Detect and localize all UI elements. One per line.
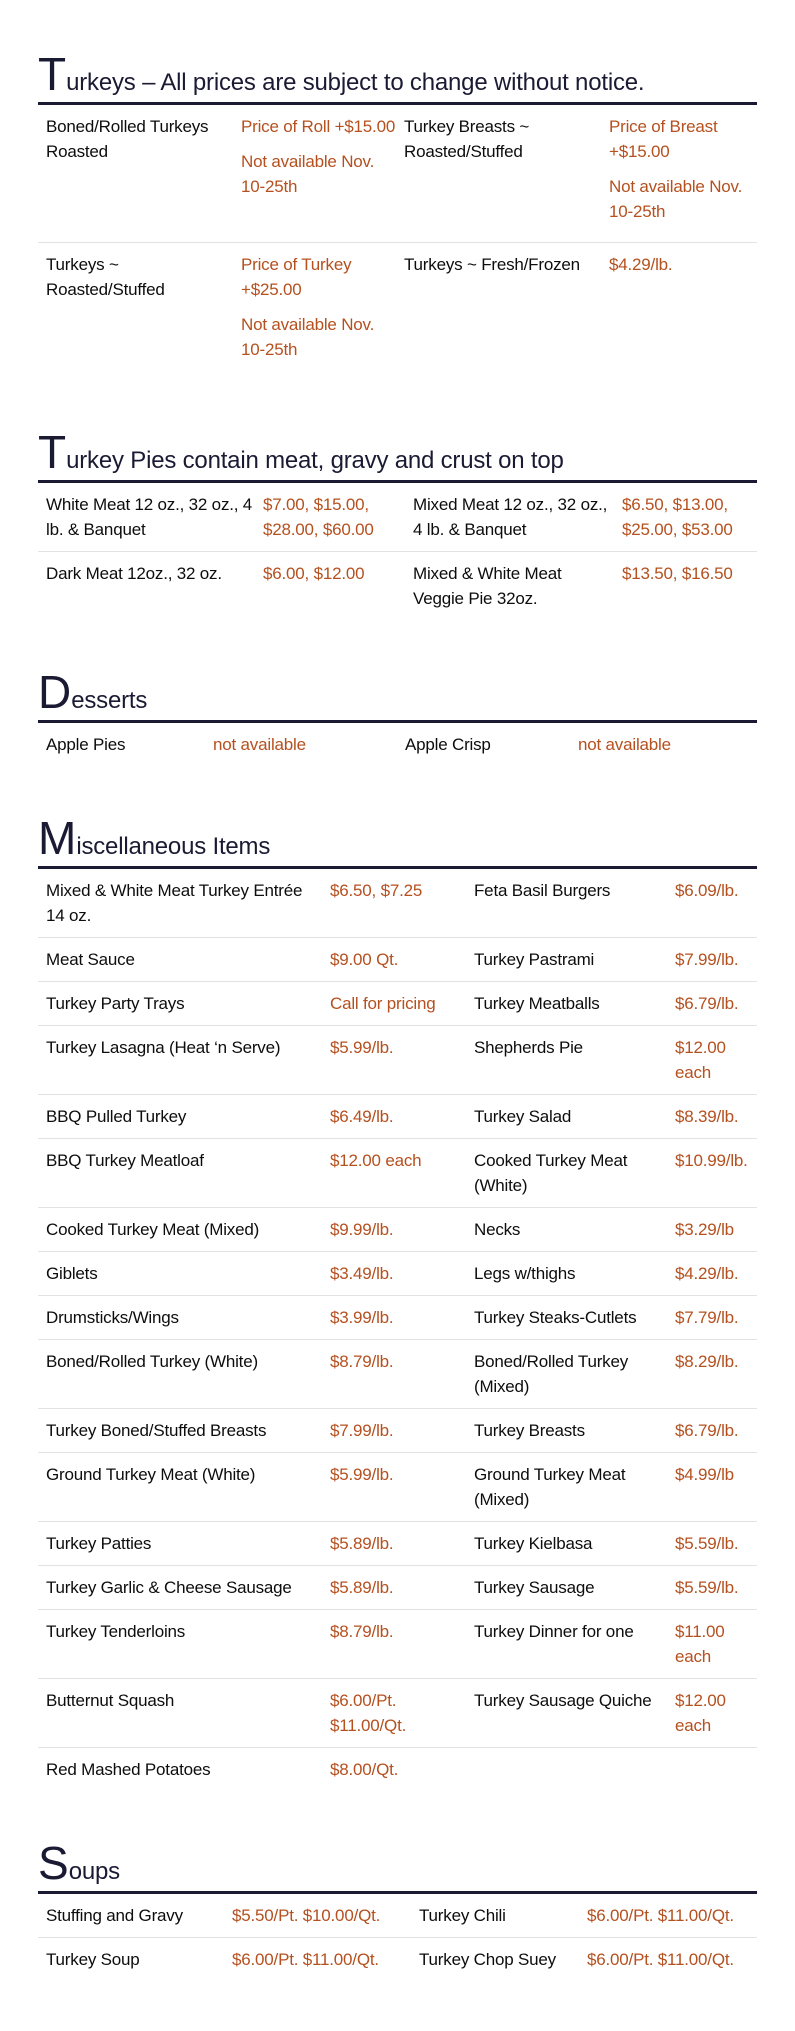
price-text: $8.00/Qt. [330, 1760, 399, 1779]
section-title [38, 1837, 120, 1889]
item-name [405, 483, 614, 552]
item-price [667, 1679, 757, 1748]
table-row [38, 483, 757, 552]
price-text: not available [213, 735, 306, 754]
price-text: $6.09/lb. [675, 881, 739, 900]
item-name [38, 982, 322, 1026]
item-name [38, 938, 322, 982]
item-name [466, 938, 667, 982]
item-name [397, 723, 570, 766]
price-text: $11.00 each [675, 1622, 725, 1666]
item-name [396, 105, 601, 243]
name-text: Turkey Sausage Quiche [474, 1691, 652, 1710]
price-text: $12.00 each [675, 1691, 726, 1735]
name-text: Mixed & White Meat Turkey Entrée 14 oz. [46, 881, 303, 925]
table-row [38, 1748, 757, 1792]
price-text: Price of Breast +$15.00 [609, 117, 718, 161]
item-price [224, 1938, 411, 1982]
price-text: $4.99/lb [675, 1465, 734, 1484]
section-heading [38, 48, 757, 105]
item-name [466, 1095, 667, 1139]
name-text: Turkey Chili [419, 1906, 506, 1925]
item-name [38, 1938, 224, 1982]
item-price [322, 1748, 466, 1792]
title-initial: T [38, 48, 67, 100]
name-text: Feta Basil Burgers [474, 881, 611, 900]
name-text: BBQ Pulled Turkey [46, 1107, 187, 1126]
name-text: Butternut Squash [46, 1691, 175, 1710]
name-text: Ground Turkey Meat (Mixed) [474, 1465, 626, 1509]
item-name [466, 1208, 667, 1252]
name-text: Turkey Garlic & Cheese Sausage [46, 1578, 292, 1597]
item-name [38, 1340, 322, 1409]
item-price [322, 1252, 466, 1296]
item-price [255, 552, 405, 621]
item-name [466, 1610, 667, 1679]
item-price [667, 1340, 757, 1409]
name-text: Boned/Rolled Turkey (Mixed) [474, 1352, 629, 1396]
item-price [667, 982, 757, 1026]
table-row [38, 982, 757, 1026]
price-text: $7.79/lb. [675, 1308, 739, 1327]
price-text: $6.50, $13.00, $25.00, $53.00 [622, 495, 733, 539]
price-text: $3.99/lb. [330, 1308, 394, 1327]
price-text: $4.29/lb. [609, 255, 673, 274]
name-text: Turkey Breasts [474, 1421, 585, 1440]
item-name [466, 1522, 667, 1566]
price-text: Not available Nov. 10-25th [609, 177, 743, 221]
name-text: Turkey Sausage [474, 1578, 595, 1597]
table-row [38, 1566, 757, 1610]
price-text: $4.29/lb. [675, 1264, 739, 1283]
table-row [38, 1139, 757, 1208]
item-price [570, 723, 757, 766]
section-turkey-pies [38, 426, 757, 620]
item-price [667, 938, 757, 982]
table-row [38, 1409, 757, 1453]
item-price [322, 1095, 466, 1139]
name-text: Apple Crisp [405, 735, 491, 754]
price-text: $7.00, $15.00, $28.00, $60.00 [263, 495, 374, 539]
name-text: Necks [474, 1220, 521, 1239]
price-text: $6.00/Pt. $11.00/Qt. [232, 1950, 379, 1969]
section-soups [38, 1837, 757, 1981]
item-price [322, 1340, 466, 1409]
item-name [411, 1938, 579, 1982]
price-text: $5.59/lb. [675, 1578, 739, 1597]
price-text: $3.49/lb. [330, 1264, 394, 1283]
item-price [322, 1522, 466, 1566]
item-price [255, 483, 405, 552]
table-row [38, 1252, 757, 1296]
price-text: $5.89/lb. [330, 1578, 394, 1597]
price-text: $6.79/lb. [675, 994, 739, 1013]
price-text: $12.00 each [675, 1038, 726, 1082]
item-name [38, 723, 205, 766]
item-name [38, 1252, 322, 1296]
price-text: $5.50/Pt. $10.00/Qt. [232, 1906, 381, 1925]
price-text: $9.99/lb. [330, 1220, 394, 1239]
price-text: Not available Nov. 10-25th [241, 152, 375, 196]
name-text: White Meat 12 oz., 32 oz., 4 lb. & Banquet [46, 495, 253, 539]
table-row [38, 243, 757, 381]
price-text: Not available Nov. 10-25th [241, 315, 375, 359]
item-name [466, 1748, 667, 1792]
item-name [466, 1026, 667, 1095]
item-name [38, 1679, 322, 1748]
item-name [38, 1453, 322, 1522]
item-name [38, 1026, 322, 1095]
price-text: $10.99/lb. [675, 1151, 748, 1170]
table-row [38, 1026, 757, 1095]
item-price [322, 1610, 466, 1679]
item-price [667, 1409, 757, 1453]
table-row [38, 1938, 757, 1982]
price-text: $12.00 each [330, 1151, 422, 1170]
item-name [38, 1522, 322, 1566]
item-name [38, 483, 255, 552]
price-text: $6.00/Pt. $11.00/Qt. [587, 1906, 734, 1925]
name-text: Giblets [46, 1264, 98, 1283]
item-name [466, 1252, 667, 1296]
table-row [38, 105, 757, 243]
item-name [38, 1566, 322, 1610]
item-price [667, 1208, 757, 1252]
table-row [38, 1453, 757, 1522]
item-name [466, 1340, 667, 1409]
name-text: Apple Pies [46, 735, 126, 754]
item-name [38, 869, 322, 938]
name-text: BBQ Turkey Meatloaf [46, 1151, 204, 1170]
item-price [667, 869, 757, 938]
section-title [38, 48, 645, 100]
item-price [322, 1026, 466, 1095]
name-text: Cooked Turkey Meat (Mixed) [46, 1220, 260, 1239]
name-text: Turkey Tenderloins [46, 1622, 186, 1641]
section-heading [38, 1837, 757, 1894]
name-text: Turkeys ~ Roasted/Stuffed [46, 255, 165, 299]
title-rest: urkey Pies contain meat, gravy and crust on top [66, 447, 564, 474]
title-initial: D [38, 666, 72, 718]
section-title [38, 426, 564, 478]
section-heading [38, 812, 757, 869]
name-text: Meat Sauce [46, 950, 135, 969]
price-text: $6.79/lb. [675, 1421, 739, 1440]
price-text: $5.99/lb. [330, 1465, 394, 1484]
price-text: Price of Roll +$15.00 [241, 117, 396, 136]
section-title [38, 812, 271, 864]
item-price [601, 105, 757, 243]
name-text: Boned/Rolled Turkeys Roasted [46, 117, 209, 161]
price-text: $3.29/lb [675, 1220, 734, 1239]
item-price [667, 1610, 757, 1679]
name-text: Turkey Steaks-Cutlets [474, 1308, 637, 1327]
item-price [322, 1453, 466, 1522]
name-text: Legs w/thighs [474, 1264, 576, 1283]
name-text: Drumsticks/Wings [46, 1308, 179, 1327]
section-miscellaneous [38, 812, 757, 1791]
title-rest: esserts [71, 687, 148, 714]
section-heading [38, 426, 757, 483]
item-name [38, 1748, 322, 1792]
item-price [322, 1296, 466, 1340]
table-row [38, 552, 757, 621]
name-text: Turkey Patties [46, 1534, 152, 1553]
item-name [38, 1095, 322, 1139]
name-text: Turkey Soup [46, 1950, 140, 1969]
item-name [38, 1409, 322, 1453]
price-text: $7.99/lb. [330, 1421, 394, 1440]
price-text: Price of Turkey +$25.00 [241, 255, 352, 299]
name-text: Dark Meat 12oz., 32 oz. [46, 564, 222, 583]
item-name [38, 1208, 322, 1252]
item-price [667, 1026, 757, 1095]
price-text: $6.00/Pt. $11.00/Qt. [330, 1691, 407, 1735]
item-price [614, 552, 757, 621]
table-row [38, 1208, 757, 1252]
item-name [38, 243, 233, 381]
item-name [405, 552, 614, 621]
table-row [38, 869, 757, 938]
name-text: Mixed Meat 12 oz., 32 oz., 4 lb. & Banquet [413, 495, 608, 539]
item-price [601, 243, 757, 381]
item-price [614, 483, 757, 552]
item-price [667, 1252, 757, 1296]
name-text: Turkey Dinner for one [474, 1622, 634, 1641]
price-text: $9.00 Qt. [330, 950, 399, 969]
name-text: Mixed & White Meat Veggie Pie 32oz. [413, 564, 562, 608]
item-name [38, 552, 255, 621]
item-price [667, 1139, 757, 1208]
price-text: $8.39/lb. [675, 1107, 739, 1126]
price-text: $5.89/lb. [330, 1534, 394, 1553]
name-text: Turkey Salad [474, 1107, 572, 1126]
item-name [466, 869, 667, 938]
price-table [38, 1894, 757, 1981]
section-heading [38, 666, 757, 723]
item-name [466, 1139, 667, 1208]
name-text: Shepherds Pie [474, 1038, 583, 1057]
item-price [667, 1095, 757, 1139]
price-list-page [38, 0, 757, 2031]
item-price [322, 1679, 466, 1748]
name-text: Turkey Chop Suey [419, 1950, 556, 1969]
item-price [579, 1894, 757, 1938]
item-price [233, 243, 396, 381]
table-row [38, 1296, 757, 1340]
section-turkeys [38, 48, 757, 380]
name-text: Turkeys ~ Fresh/Frozen [404, 255, 580, 274]
price-text: $5.59/lb. [675, 1534, 739, 1553]
title-initial: S [38, 1837, 69, 1889]
title-initial: T [38, 426, 67, 478]
item-price [667, 1453, 757, 1522]
table-row [38, 938, 757, 982]
price-text: $13.50, $16.50 [622, 564, 733, 583]
price-text: Call for pricing [330, 994, 436, 1013]
price-text: $8.79/lb. [330, 1622, 394, 1641]
item-name [38, 1894, 224, 1938]
price-table [38, 483, 757, 620]
name-text: Turkey Breasts ~ Roasted/Stuffed [404, 117, 530, 161]
item-price [667, 1748, 757, 1792]
item-name [466, 1453, 667, 1522]
table-row [38, 1340, 757, 1409]
item-name [38, 105, 233, 243]
item-name [411, 1894, 579, 1938]
section-title [38, 666, 148, 718]
item-price [322, 1566, 466, 1610]
section-desserts [38, 666, 757, 766]
item-name [466, 1566, 667, 1610]
name-text: Turkey Meatballs [474, 994, 600, 1013]
name-text: Stuffing and Gravy [46, 1906, 183, 1925]
name-text: Boned/Rolled Turkey (White) [46, 1352, 258, 1371]
name-text: Turkey Kielbasa [474, 1534, 593, 1553]
price-text: $6.49/lb. [330, 1107, 394, 1126]
table-row [38, 1095, 757, 1139]
name-text: Cooked Turkey Meat (White) [474, 1151, 628, 1195]
name-text: Red Mashed Potatoes [46, 1760, 211, 1779]
item-name [38, 1139, 322, 1208]
item-price [322, 982, 466, 1026]
title-rest: urkeys – All prices are subject to change without notice. [66, 69, 645, 96]
item-name [466, 1296, 667, 1340]
name-text: Turkey Party Trays [46, 994, 185, 1013]
price-text: $6.00/Pt. $11.00/Qt. [587, 1950, 734, 1969]
item-name [38, 1296, 322, 1340]
item-name [466, 982, 667, 1026]
item-name [466, 1679, 667, 1748]
item-name [38, 1610, 322, 1679]
item-price [667, 1566, 757, 1610]
item-price [322, 1409, 466, 1453]
price-text: $8.29/lb. [675, 1352, 739, 1371]
price-text: $6.50, $7.25 [330, 881, 423, 900]
name-text: Turkey Lasagna (Heat ‘n Serve) [46, 1038, 281, 1057]
title-rest: oups [68, 1858, 120, 1885]
table-row [38, 1894, 757, 1938]
name-text: Turkey Pastrami [474, 950, 595, 969]
item-price [322, 869, 466, 938]
price-text: $7.99/lb. [675, 950, 739, 969]
table-row [38, 1679, 757, 1748]
table-row [38, 723, 757, 766]
item-price [233, 105, 396, 243]
item-price [322, 1208, 466, 1252]
item-name [396, 243, 601, 381]
price-text: not available [578, 735, 671, 754]
item-price [579, 1938, 757, 1982]
item-price [322, 938, 466, 982]
item-price [224, 1894, 411, 1938]
price-text: $5.99/lb. [330, 1038, 394, 1057]
item-price [667, 1296, 757, 1340]
table-row [38, 1610, 757, 1679]
price-text: $6.00, $12.00 [263, 564, 365, 583]
title-initial: M [38, 812, 77, 864]
price-table [38, 105, 757, 380]
item-price [322, 1139, 466, 1208]
name-text: Turkey Boned/Stuffed Breasts [46, 1421, 267, 1440]
item-price [205, 723, 397, 766]
item-name [466, 1409, 667, 1453]
price-table [38, 723, 757, 766]
name-text: Ground Turkey Meat (White) [46, 1465, 256, 1484]
title-rest: iscellaneous Items [76, 833, 271, 860]
price-text: $8.79/lb. [330, 1352, 394, 1371]
item-price [667, 1522, 757, 1566]
price-table [38, 869, 757, 1791]
table-row [38, 1522, 757, 1566]
